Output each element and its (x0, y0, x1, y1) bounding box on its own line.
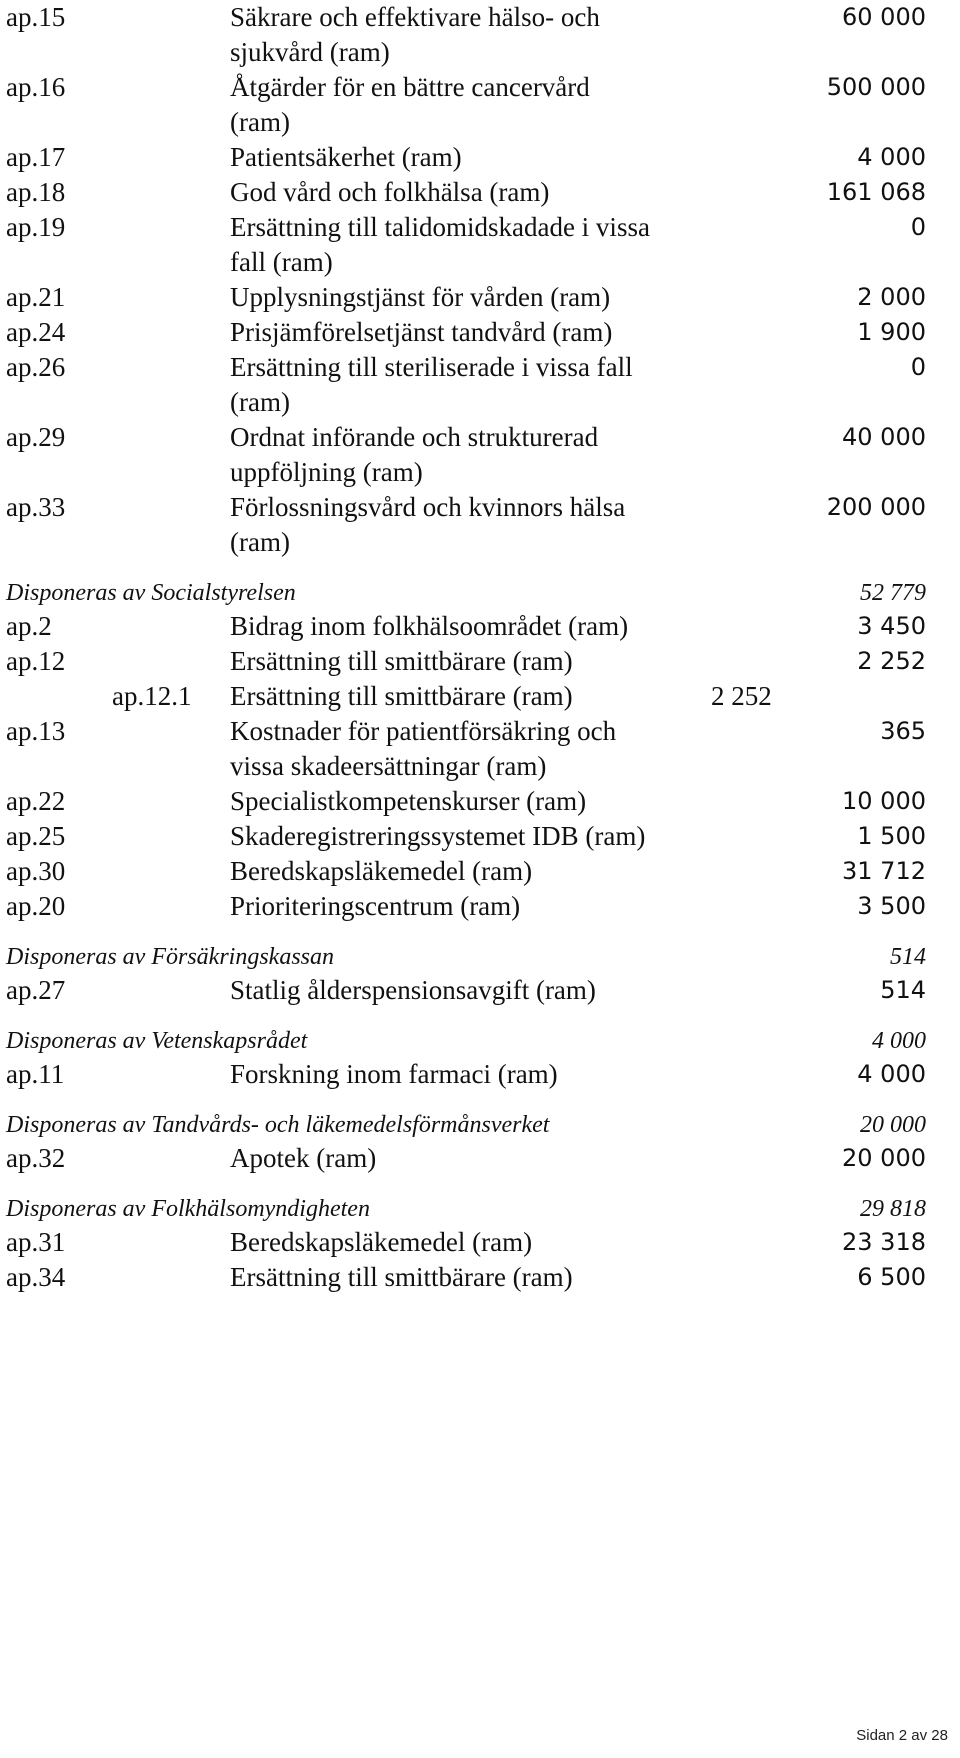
item-description: Ersättning till talidomidskadade i vissa fall (ram) (230, 212, 650, 277)
table-row (6, 70, 926, 140)
item-amount: 514 (880, 976, 926, 1004)
item-description: God vård och folkhälsa (ram) (230, 177, 550, 207)
item-description: Patientsäkerhet (ram) (230, 142, 462, 172)
table-row (6, 854, 926, 889)
section-header-tlv (6, 1109, 926, 1141)
item-description: Specialistkompetenskurser (ram) (230, 786, 587, 816)
item-code: ap.20 (6, 891, 66, 921)
section-total: 29 818 (860, 1196, 926, 1222)
item-description: Åtgärder för en bättre cancervård (ram) (230, 72, 590, 137)
table-row (6, 490, 926, 560)
item-code: ap.18 (6, 177, 66, 207)
table-row (6, 140, 926, 175)
table-subrow (6, 679, 926, 714)
table-row (6, 1141, 926, 1176)
item-code: ap.13 (6, 716, 66, 746)
item-description: Apotek (ram) (230, 1143, 377, 1173)
table-row (6, 1260, 926, 1295)
table-row (6, 784, 926, 819)
item-code: ap.25 (6, 821, 66, 851)
subitem-code: ap.12.1 (112, 681, 192, 711)
item-code: ap.30 (6, 856, 66, 886)
item-code: ap.11 (6, 1059, 65, 1089)
section-title: Disponeras av Försäkringskassan (6, 944, 334, 970)
item-code: ap.24 (6, 317, 66, 347)
item-amount: 2 000 (857, 283, 926, 311)
table-row (6, 350, 926, 420)
item-code: ap.34 (6, 1262, 66, 1292)
item-description: Upplysningstjänst för vården (ram) (230, 282, 611, 312)
item-amount: 2 252 (857, 647, 926, 675)
item-amount: 3 500 (857, 892, 926, 920)
subitem-description: Ersättning till smittbärare (ram) (230, 681, 573, 711)
item-amount: 4 000 (857, 143, 926, 171)
item-description: Ersättning till steriliserade i vissa fall (ram) (230, 352, 633, 417)
item-amount: 23 318 (842, 1228, 926, 1256)
section-header-forsakringskassan (6, 941, 926, 973)
item-amount: 60 000 (842, 3, 926, 31)
table-row (6, 714, 926, 784)
table-row (6, 280, 926, 315)
item-code: ap.15 (6, 2, 66, 32)
item-description: Ordnat införande och strukturerad uppföljning (ram) (230, 422, 599, 487)
item-description: Kostnader för patientförsäkring och vissa skadeersättningar (ram) (230, 716, 617, 781)
item-code: ap.29 (6, 422, 66, 452)
item-code: ap.31 (6, 1227, 66, 1257)
section-total: 514 (890, 944, 926, 970)
section-header-vetenskapsradet (6, 1025, 926, 1057)
item-code: ap.19 (6, 212, 66, 242)
section-title: Disponeras av Tandvårds- och läkemedelsförmånsverket (6, 1112, 550, 1138)
item-code: ap.33 (6, 492, 66, 522)
item-description: Beredskapsläkemedel (ram) (230, 856, 533, 886)
table-row (6, 644, 926, 679)
item-description: Forskning inom farmaci (ram) (230, 1059, 558, 1089)
table-row (6, 1225, 926, 1260)
item-description: Statlig ålderspensionsavgift (ram) (230, 975, 596, 1005)
table-row (6, 0, 926, 70)
item-description: Prioriteringscentrum (ram) (230, 891, 521, 921)
item-amount: 3 450 (857, 612, 926, 640)
item-code: ap.2 (6, 611, 52, 641)
subitem-amount: 2 252 (711, 681, 772, 711)
table-row (6, 315, 926, 350)
item-description: Ersättning till smittbärare (ram) (230, 1262, 573, 1292)
item-description: Bidrag inom folkhälsoområdet (ram) (230, 611, 629, 641)
section-title: Disponeras av Socialstyrelsen (6, 580, 296, 606)
item-code: ap.17 (6, 142, 66, 172)
item-amount: 500 000 (826, 73, 926, 101)
table-row (6, 609, 926, 644)
item-amount: 20 000 (842, 1144, 926, 1172)
table-row (6, 210, 926, 280)
item-code: ap.16 (6, 72, 66, 102)
item-description: Beredskapsläkemedel (ram) (230, 1227, 533, 1257)
table-row (6, 889, 926, 924)
item-amount: 1 900 (857, 318, 926, 346)
budget-document (6, 0, 926, 1295)
item-description: Säkrare och effektivare hälso- och sjukvård (ram) (230, 2, 600, 67)
item-amount: 200 000 (826, 493, 926, 521)
item-description: Prisjämförelsetjänst tandvård (ram) (230, 317, 613, 347)
item-amount: 0 (910, 353, 926, 381)
item-description: Skaderegistreringssystemet IDB (ram) (230, 821, 646, 851)
item-amount: 6 500 (857, 1263, 926, 1291)
section-header-socialstyrelsen (6, 577, 926, 609)
table-row (6, 175, 926, 210)
item-amount: 161 068 (826, 178, 926, 206)
section-total: 20 000 (860, 1112, 926, 1138)
item-code: ap.21 (6, 282, 66, 312)
item-description: Ersättning till smittbärare (ram) (230, 646, 573, 676)
item-code: ap.32 (6, 1143, 66, 1173)
item-code: ap.26 (6, 352, 66, 382)
item-amount: 365 (880, 717, 926, 745)
section-title: Disponeras av Folkhälsomyndigheten (6, 1196, 370, 1222)
table-row (6, 819, 926, 854)
section-title: Disponeras av Vetenskapsrådet (6, 1028, 308, 1054)
section-total: 52 779 (860, 580, 926, 606)
item-amount: 4 000 (857, 1060, 926, 1088)
item-amount: 31 712 (842, 857, 926, 885)
item-code: ap.22 (6, 786, 66, 816)
section-header-folkhalsomyndigheten (6, 1193, 926, 1225)
table-row (6, 1057, 926, 1092)
item-description: Förlossningsvård och kvinnors hälsa (ram) (230, 492, 626, 557)
table-row (6, 973, 926, 1008)
section-total: 4 000 (872, 1028, 926, 1054)
item-amount: 10 000 (842, 787, 926, 815)
item-amount: 40 000 (842, 423, 926, 451)
item-code: ap.12 (6, 646, 66, 676)
table-row (6, 420, 926, 490)
item-amount: 1 500 (857, 822, 926, 850)
item-code: ap.27 (6, 975, 66, 1005)
page-number: Sidan 2 av 28 (856, 1727, 948, 1744)
item-amount: 0 (910, 213, 926, 241)
